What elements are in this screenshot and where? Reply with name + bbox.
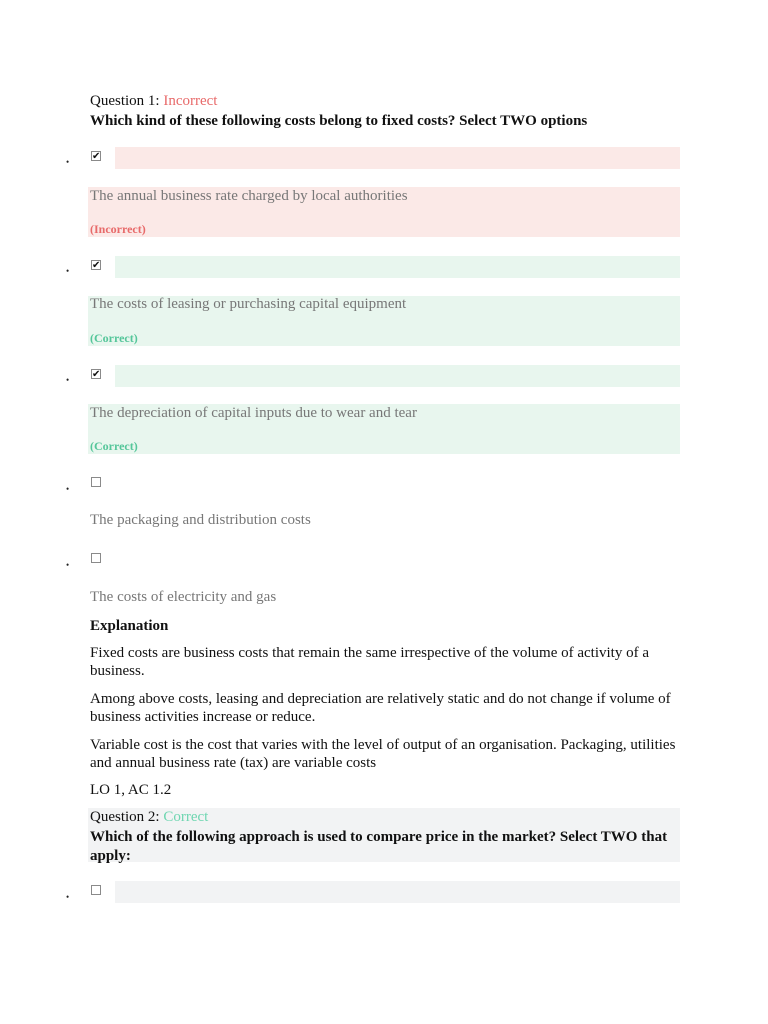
option-3-text: The depreciation of capital inputs due to wear and tear — [90, 405, 417, 421]
question-1-status: Incorrect — [163, 93, 218, 109]
option-3-checkbox[interactable]: ✔ — [92, 369, 101, 380]
bullet: • — [66, 560, 70, 570]
question-1-label: Question 1: — [90, 93, 160, 109]
option-2-highlight-bar — [115, 256, 680, 278]
bullet: • — [66, 375, 70, 385]
option-1-feedback: (Incorrect) — [90, 222, 146, 236]
question-1-text: Which kind of these following costs belong to fixed costs? Select TWO options — [90, 113, 588, 129]
question-2-status: Correct — [163, 809, 209, 825]
q2-option-1-highlight-bar — [115, 881, 680, 903]
option-5-checkbox[interactable] — [91, 553, 101, 563]
option-3-feedback: (Correct) — [90, 439, 138, 453]
question-2-label: Question 2: — [90, 809, 160, 825]
explanation-paragraph-1: Fixed costs are business costs that remain the same irrespective of the volume of activity of a business. — [90, 645, 650, 679]
option-4-text: The packaging and distribution costs — [90, 512, 311, 528]
option-2-checkbox[interactable]: ✔ — [92, 260, 101, 271]
option-5-text: The costs of electricity and gas — [90, 589, 277, 605]
option-2-text: The costs of leasing or purchasing capital equipment — [90, 296, 407, 312]
question-1-header — [90, 93, 217, 110]
question-2-text: Which of the following approach is used to compare price in the market? Select TWO that apply: — [90, 829, 668, 864]
option-3-highlight-bar — [115, 365, 680, 387]
option-4-checkbox[interactable] — [91, 477, 101, 487]
explanation-paragraph-2: Among above costs, leasing and depreciation are relatively static and do not change if volume of business activities increase or reduce. — [90, 691, 671, 725]
bullet: • — [66, 157, 70, 167]
option-2-feedback: (Correct) — [90, 331, 138, 345]
option-1-highlight-bar — [115, 147, 680, 169]
option-1-text: The annual business rate charged by local authorities — [90, 188, 408, 204]
learning-outcome-reference: LO 1, AC 1.2 — [90, 782, 172, 798]
option-1-checkbox[interactable]: ✔ — [92, 151, 101, 162]
bullet: • — [66, 892, 70, 902]
explanation-paragraph-3: Variable cost is the cost that varies with the level of output of an organisation. Packaging, utilities and annual business rate (tax) are variable costs — [90, 737, 676, 771]
q2-option-1-checkbox[interactable] — [91, 885, 101, 895]
question-2-header — [90, 809, 208, 826]
bullet: • — [66, 484, 70, 494]
bullet: • — [66, 266, 70, 276]
explanation-heading: Explanation — [90, 618, 169, 634]
